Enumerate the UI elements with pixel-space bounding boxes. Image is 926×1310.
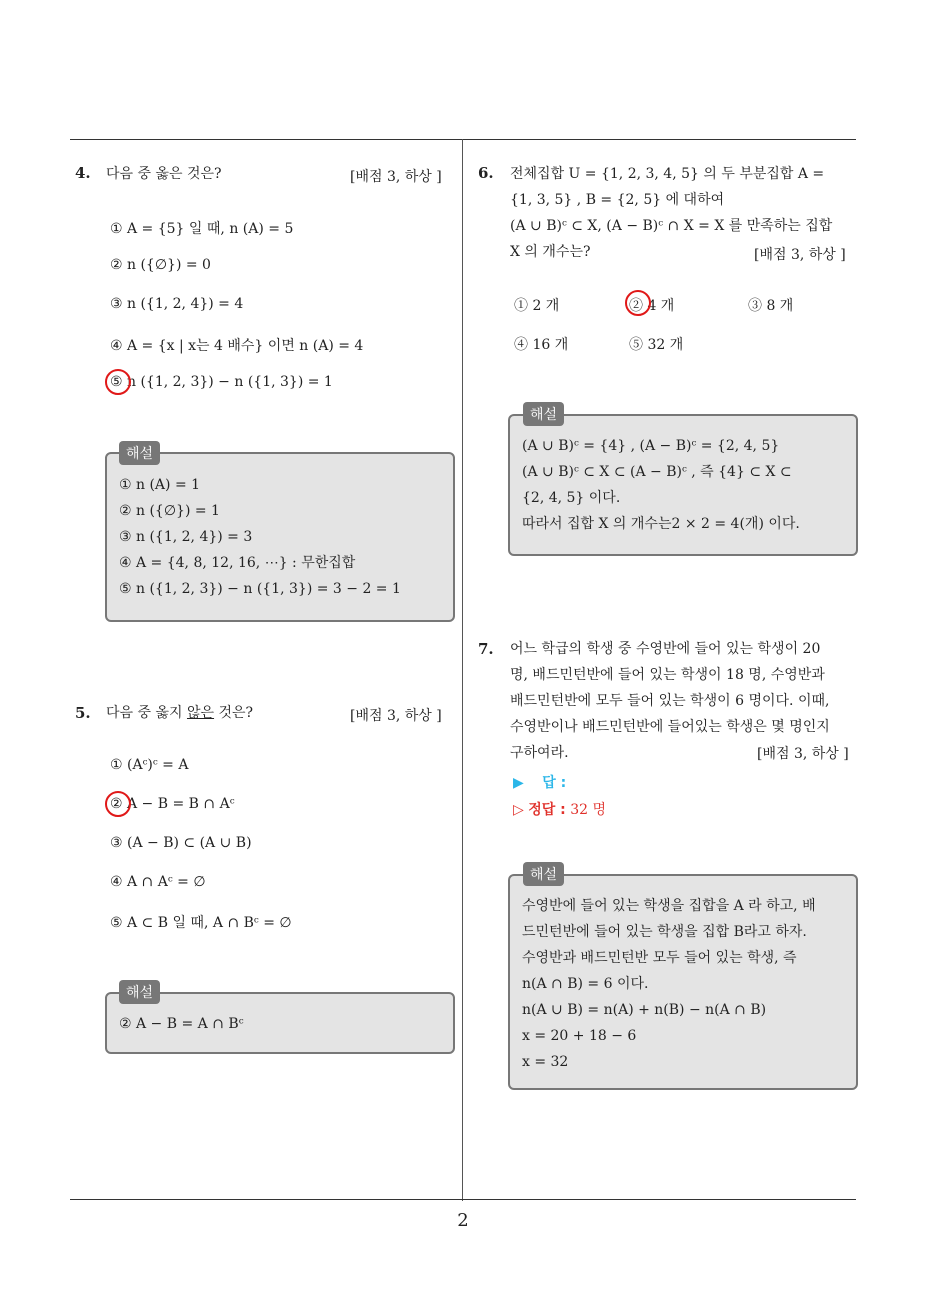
column-divider <box>462 139 463 1201</box>
answer-mark-circle <box>105 791 131 817</box>
correct-value: 32 명 <box>570 802 607 818</box>
solution-line: ② n ({∅}) = 1 <box>119 503 220 519</box>
question-number: 6. <box>478 164 494 182</box>
solution-line: x = 20 + 18 − 6 <box>522 1028 637 1044</box>
question-text: 다음 중 옳지 않은 것은? <box>106 705 254 721</box>
solution-tag: 해설 <box>523 862 564 886</box>
solution-line: ① n (A) = 1 <box>119 477 201 493</box>
option-2: ② A − B = B ∩ Aᶜ <box>110 796 235 812</box>
solution-line: ② A − B = A ∩ Bᶜ <box>119 1016 244 1032</box>
option-4: ④ A ∩ Aᶜ = ∅ <box>110 874 206 890</box>
outline-arrow-icon: ▷ <box>513 802 524 818</box>
question-number: 5. <box>75 704 91 722</box>
answer-mark-circle <box>625 290 651 316</box>
play-arrow-icon: ▶ <box>513 775 524 791</box>
score-label: [배점 3, 하상 ] <box>754 247 846 263</box>
option-2: ② n ({∅}) = 0 <box>110 257 211 273</box>
solution-line: {2, 4, 5} 이다. <box>522 490 621 506</box>
option-5: ⑤ A ⊂ B 일 때, A ∩ Bᶜ = ∅ <box>110 915 292 931</box>
solution-line: ④ A = {4, 8, 12, 16, ⋯} : 무한집합 <box>119 555 356 571</box>
option-3: ③ (A − B) ⊂ (A ∪ B) <box>110 835 252 851</box>
option-3: ③ 8 개 <box>748 298 794 314</box>
solution-line: 따라서 집합 X 의 개수는2 × 2 = 4(개) 이다. <box>522 516 800 532</box>
option-1: ① A = {5} 일 때, n (A) = 5 <box>110 221 294 237</box>
option-1: ① 2 개 <box>514 298 560 314</box>
score-label: [배점 3, 하상 ] <box>350 169 442 185</box>
bottom-rule <box>70 1199 856 1200</box>
answer-mark-circle <box>105 369 131 395</box>
question-text: 어느 학급의 학생 중 수영반에 들어 있는 학생이 20 명, 배드민턴반에 들어 있는 학생이 18 명, 수영반과 배드민턴반에 모두 들어 있는 학생이 6 명이다. 이때, 수영반이나 배드민턴반에 들어있는 학생은 몇 명인지 구하여라. <box>510 641 830 761</box>
answer-row <box>513 772 566 792</box>
solution-line: 수영반과 배드민턴반 모두 들어 있는 학생, 즉 <box>522 950 797 966</box>
solution-box <box>508 874 858 1090</box>
solution-line: ⑤ n ({1, 2, 3}) − n ({1, 3}) = 3 − 2 = 1 <box>119 581 401 597</box>
question-number: 7. <box>478 640 494 658</box>
solution-box <box>508 414 858 556</box>
solution-tag: 해설 <box>119 980 160 1004</box>
solution-tag: 해설 <box>119 441 160 465</box>
option-5: ⑤ n ({1, 2, 3}) − n ({1, 3}) = 1 <box>110 374 333 390</box>
option-4: ④ 16 개 <box>514 337 569 353</box>
option-2: ② 4 개 <box>629 298 675 314</box>
question-text: 다음 중 옳은 것은? <box>106 166 222 182</box>
top-rule <box>70 139 856 140</box>
solution-line: n(A ∩ B) = 6 이다. <box>522 976 649 992</box>
question-number: 4. <box>75 164 91 182</box>
solution-tag: 해설 <box>523 402 564 426</box>
solution-line: 드민턴반에 들어 있는 학생을 집합 B라고 하자. <box>522 924 807 940</box>
page-number: 2 <box>457 1210 469 1231</box>
solution-line: n(A ∪ B) = n(A) + n(B) − n(A ∩ B) <box>522 1002 767 1018</box>
answer-label: 답 : <box>542 775 567 791</box>
option-4: ④ A = {x | x는 4 배수} 이면 n (A) = 4 <box>110 338 364 354</box>
option-5: ⑤ 32 개 <box>629 337 684 353</box>
option-1: ① (Aᶜ)ᶜ = A <box>110 757 189 773</box>
correct-label: 정답 : <box>528 802 566 818</box>
solution-line: (A ∪ B)ᶜ ⊂ X ⊂ (A − B)ᶜ , 즉 {4} ⊂ X ⊂ <box>522 464 792 480</box>
correct-answer-row <box>513 799 606 819</box>
score-label: [배점 3, 하상 ] <box>757 746 849 762</box>
solution-line: x = 32 <box>522 1054 569 1070</box>
solution-box <box>105 452 455 622</box>
score-label: [배점 3, 하상 ] <box>350 708 442 724</box>
solution-line: 수영반에 들어 있는 학생을 집합을 A 라 하고, 배 <box>522 898 816 914</box>
question-text: 전체집합 U = {1, 2, 3, 4, 5} 의 두 부분집합 A = {1, 3, 5} , B = {2, 5} 에 대하여 (A ∪ B)ᶜ ⊂ X, (A − B)ᶜ ∩ X = X 를 만족하는 집합 X 의 개수는? <box>510 166 833 260</box>
option-3: ③ n ({1, 2, 4}) = 4 <box>110 296 244 312</box>
solution-line: ③ n ({1, 2, 4}) = 3 <box>119 529 253 545</box>
solution-line: (A ∪ B)ᶜ = {4} , (A − B)ᶜ = {2, 4, 5} <box>522 438 780 454</box>
